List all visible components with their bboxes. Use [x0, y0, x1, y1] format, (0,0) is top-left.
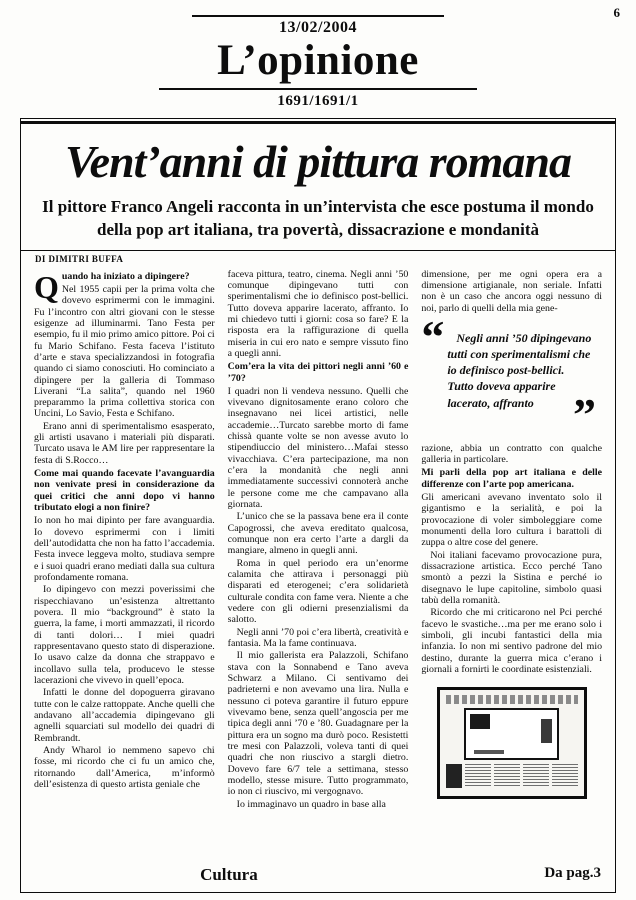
paragraph: Andy Wharol io nemmeno sapevo chi fosse, mi ricordo che ci fu un amico che, ritornando dall’America, m’informò dell’esistenza di questo artista geniale che: [34, 745, 215, 790]
paragraph: Roma in quel periodo era un’enorme calamita che attirava i personaggi più disparati ed eterogenei; c’era solidarietà culturale condita con fame vera. Niente a che vedere con gli odierni presenzialismi da salotto.: [227, 557, 409, 626]
pull-quote-text: Negli anni ’50 dipingevano tutti con sperimentalismi che io definisco post-bellici. Tutto doveva apparire lacerato, affranto: [447, 330, 592, 410]
paragraph: Nel 1955 capii per la prima volta che dovevo esprimermi con le immagini. Fu l’incontro con altri giovani con le stesse esigenze ad illuminarmi. Tano Festa per esempio, fu il mio primo amico pittore. Poi ci fu Mario Schifano. Festa faceva l’istituto d’arte e stava specializzandosi in fotografia quando ci siamo conosciuti. Ho cominciato a dipingere per la galleria di Tommaso Liverani “La salita”, quando nel 1960 preparammo la prima collettiva storica con Uncini, Lo Savio, Festa e Schifano.: [34, 283, 215, 420]
interview-question: [34, 268, 215, 305]
question-text: uando ha iniziato a dipingere?: [61, 270, 190, 282]
article-box: [20, 118, 616, 893]
double-rule: [21, 118, 615, 124]
paragraph: Erano anni di sperimentalismo esasperato, gli artisti usavano i materiali più disparati. Turcato usava le AM lire per rappresentare la festa di S.Rocco…: [34, 420, 215, 466]
paragraph: Ricordo che mi criticarono nel Pci perché facevo le svastiche…ma per me erano solo i simboli, gli incubi fantastici della mia infanzia. Io non mi sentivo padrone del mio destino, durante la guerra mica c’erano i giornali a fornirti le coordinate esistenziali.: [421, 607, 603, 676]
issue-date: 13/02/2004: [279, 19, 357, 36]
close-quote-icon: ”: [573, 388, 597, 440]
thumbnail-header-lines: [446, 695, 578, 704]
masthead-block: [0, 0, 636, 110]
thumbnail-dark-block: [541, 719, 552, 743]
thumbnail-column: [494, 764, 520, 788]
thumbnail-photo-box: [464, 708, 559, 760]
article-columns: [21, 269, 615, 849]
interview-question: Mi parli della pop art italiana e delle differenze con l’arte pop americana.: [421, 467, 603, 490]
article-headline: Vent’anni di pittura romana: [65, 137, 571, 187]
paragraph: Io immaginavo un quadro in base alla: [236, 798, 386, 810]
rule-below-masthead: [159, 88, 477, 90]
paragraph: dimensione, per me ogni opera era a dimensione artigianale, non seriale. Infatti non è un caso che ancora oggi nessuno di noi, parlo di quelli della mia gene-: [421, 268, 603, 314]
paragraph: Io non ho mai dipinto per fare avanguardia. Io dovevo esprimermi con i limiti dell’autodidatta che non ha fatto l’accademia. Festa invece leggeva molto, studiava sempre e i suoi quadri erano mediati dalla sua cultura profondamente romana.: [34, 515, 215, 584]
page3-preview-image: [437, 687, 587, 799]
paragraph: Negli anni ’70 poi c’era libertà, creatività e fantasia. Ma la fame continuava.: [227, 626, 409, 650]
interview-question: Com’era la vita dei pittori negli anni ’60 e ’70?: [227, 361, 409, 384]
page-footer: [21, 865, 615, 889]
interview-question: Come mai quando facevate l’avanguardia non venivate presi in considerazione da quei critici che anni dopo vi hanno tributato elogi a non finire?: [34, 468, 215, 514]
thumbnail-column: [523, 764, 549, 788]
from-page-label: Da pag.3: [544, 865, 601, 881]
paragraph: razione, abbia un contratto con qualche galleria in particolare.: [421, 442, 603, 466]
paragraph: I quadri non li vendeva nessuno. Quelli che vivevano dignitosamente erano coloro che insegnavano nei licei artistici, nelle accademie…Turcato sarebbe morto di fame chissà quante volte se non avesse avuto lo stipendiuccio del ministero…Mafai stesso vivacchiava. C’era partecipazione, ma non c’era la mondanità che negli anni immediatamente successivi connoterà anche le persone come me che campavano alla giornata.: [227, 385, 409, 511]
thumbnail-dark-block: [470, 714, 490, 729]
paragraph: L’unico che se la passava bene era il conte Capogrossi, che aveva ereditato qualcosa, comunque non era certo l’arte a dargli da mangiare, almeno in quegli anni.: [227, 511, 409, 557]
article-subtitle: Il pittore Franco Angeli racconta in un’intervista che esce postuma il mondo della pop art italiana, tra povertà, dissacrazione e mondanità: [42, 196, 594, 239]
page-number: 6: [613, 5, 620, 20]
paragraph: Il mio gallerista era Palazzoli, Schifano stava con la Sonnabend e Tano aveva Schwarz a Milano. Ci sentivamo dei padrieterni e non avevamo una lira. Nulla e nessuno ci poteva garantire il futuro eppure vivevamo bene, senza quell’angoscia per me tipica degli anni ’70 e ’80. Guadagnare per la pittura era un sogno ma durò poco. Resistetti tre mesi con Palazzoli, voleva tanti di quei quadri che non riuscivo a stargli dietro. Dovevo fare 6/7 tele a settimana, stesso modello, stesse misure. Tutto programmato, io non ci riuscivo, mi vergognavo.: [227, 650, 409, 798]
issue-number: 1691/1691/1: [277, 92, 359, 109]
paragraph: Gli americani avevano inventato solo il gigantismo e la serialità, e poi la provocazione di voler simboleggiare come monumenti della loro cultura i barattoli di zuppa o altre cose del genere.: [421, 492, 603, 549]
thumbnail-column: [465, 764, 491, 788]
thumbnail-caption-bar: [474, 750, 504, 754]
pull-quote: [421, 310, 600, 440]
thumbnail-column: [446, 764, 462, 788]
masthead-title: L’opinione: [217, 37, 419, 84]
byline: DI DIMITRI BUFFA: [35, 253, 124, 264]
dropcap: Q: [34, 268, 59, 305]
column-2: [228, 269, 409, 849]
open-quote-icon: “: [421, 310, 445, 362]
thumbnail-column: [552, 764, 578, 788]
paragraph: Noi italiani facevamo provocazione pura, dissacrazione artistica. Ecco perché Tano smontò a pezzi la Sistina e perché io disegnavo le lupe capitoline, simbolo quasi tabù della romanità.: [421, 549, 603, 607]
section-name: Cultura: [200, 865, 258, 884]
rule-above-date: [192, 15, 444, 17]
column-3: [421, 269, 602, 849]
paragraph: faceva pittura, teatro, cinema. Negli anni ’50 comunque dipingevano tutti con sperimentalismi che io definisco post-bellici. Tutto doveva apparire lacerato, affranto. Io mi chiedevo tutti i giorni: cosa so fare? E la risposta era la raffigurazione di quella miseria in cui ero nato e sempre vissuto fino a quegli anni.: [227, 268, 409, 359]
thumbnail-text-columns: [446, 764, 578, 788]
paragraph: Io dipingevo con mezzi poverissimi che rispecchiavano un’esistenza altrettanto povera. Il mio “background” è stato la guerra, la fame, i morti ammazzati, il ricordo di tanti dolori… I miei quadri rappresentavano questo stato di disperazione. Io usavo calze da donna che strappavo e incollavo sulla tela, producevo le stesse lacerazioni che vivevo in quell’epoca.: [34, 584, 215, 687]
paragraph: Infatti le donne del dopoguerra giravano tutte con le calze rattoppate. Anche quelli che andavano all’accademia dipingevano gli agnelli squarciati sul modello dei quadri di Rembrandt.: [34, 687, 215, 744]
column-1: [34, 269, 215, 849]
